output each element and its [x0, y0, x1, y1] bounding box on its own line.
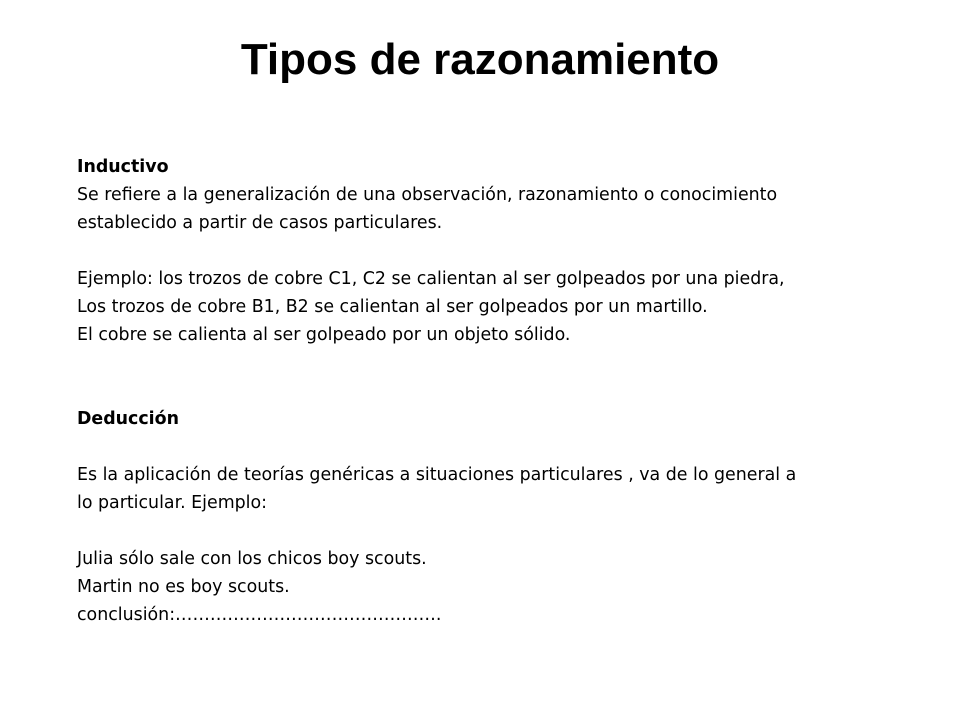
deductive-definition-line: Es la aplicación de teorías genéricas a situaciones particulares , va de lo general a [77, 465, 797, 485]
inductive-definition-line: Se refiere a la generalización de una observación, razonamiento o conocimiento [77, 185, 778, 205]
deductive-example-line: Julia sólo sale con los chicos boy scouts. [77, 549, 427, 569]
deductive-heading: Deducción [77, 409, 179, 429]
deductive-conclusion-line: conclusión:………………………………………. [77, 605, 442, 625]
inductive-section [77, 153, 887, 349]
inductive-example-line: El cobre se calienta al ser golpeado por un objeto sólido. [77, 325, 571, 345]
inductive-example-line: Ejemplo: los trozos de cobre C1, C2 se calientan al ser golpeados por una piedra, [77, 269, 785, 289]
deductive-definition-line: lo particular. Ejemplo: [77, 493, 268, 513]
deductive-example-line: Martin no es boy scouts. [77, 577, 290, 597]
slide-body [77, 153, 887, 629]
inductive-definition-line: establecido a partir de casos particulares. [77, 213, 443, 233]
inductive-heading: Inductivo [77, 157, 169, 177]
deductive-section [77, 405, 887, 629]
slide-title: Tipos de razonamiento [240, 35, 720, 84]
paragraph-spacer [77, 237, 887, 265]
paragraph-spacer [77, 517, 887, 545]
section-spacer [77, 349, 887, 377]
section-spacer [77, 377, 887, 405]
inductive-example-line: Los trozos de cobre B1, B2 se calientan al ser golpeados por un martillo. [77, 297, 708, 317]
paragraph-spacer [77, 433, 887, 461]
